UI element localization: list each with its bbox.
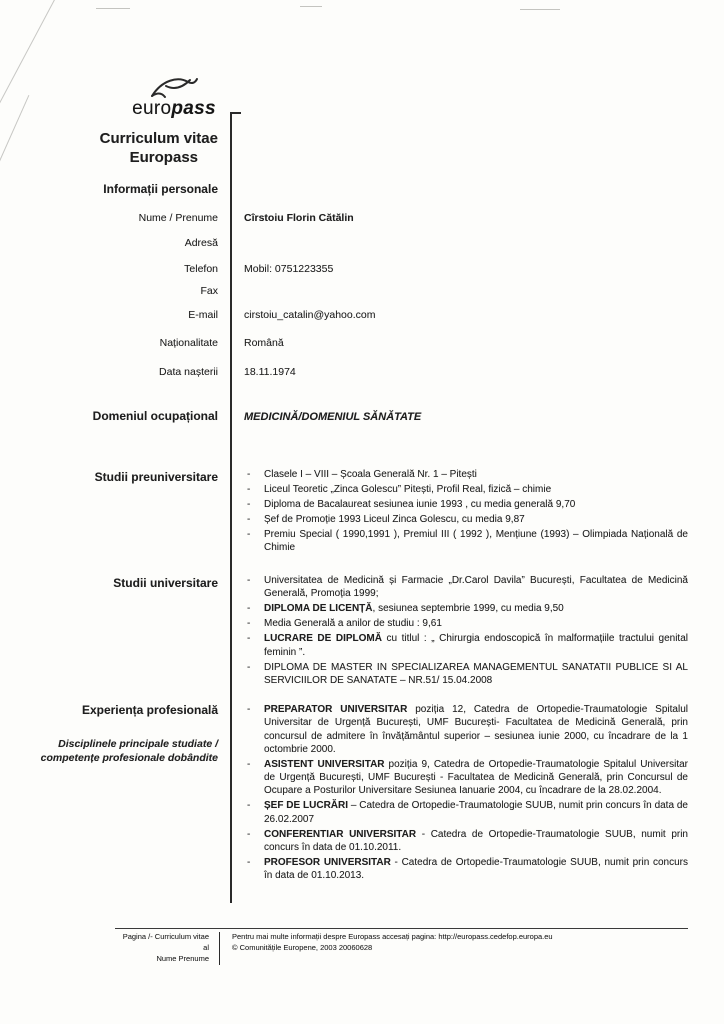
field-label: Telefon	[184, 262, 218, 275]
field-row-fax	[0, 281, 724, 299]
list-item-text: Media Generală a anilor de studiu : 9,61	[264, 618, 442, 630]
list-item	[244, 632, 688, 658]
list-item	[244, 758, 688, 798]
list-item	[244, 528, 688, 554]
occupational-value: MEDICINĂ/DOMENIUL SĂNĂTATE	[244, 410, 422, 423]
list-item	[244, 828, 688, 854]
title-row	[0, 130, 724, 168]
section-studii-preuniversitare	[0, 468, 724, 557]
field-value: 18.11.1974	[244, 365, 296, 378]
field-row-nume	[0, 208, 724, 226]
list-item-text: - Catedra de Ortopedie-Traumatologie SUUB, numit prin concurs în data de 01.10.2011.	[264, 828, 688, 853]
field-label: Nume / Prenume	[138, 211, 218, 224]
section-studii-universitare	[0, 574, 724, 690]
field-row-email	[0, 305, 724, 323]
personal-info-header-row	[0, 180, 724, 198]
list-item-text: Premiu Special ( 1990,1991 ), Premiul III ( 1992 ), Mențiune (1993) – Olimpiada Națională de Chimie	[264, 529, 688, 554]
section-experienta-profesionala	[0, 703, 724, 884]
field-label: Fax	[200, 284, 218, 297]
list-item-text: - Catedra de Ortopedie-Traumatologie SUUB, numit prin concurs în data de 01.10.2013.	[264, 857, 688, 882]
footer-info-line1: Pentru mai multe informații despre Europass accesați pagina: http://europass.cedefop.europa.eu	[232, 932, 553, 941]
list-item	[244, 602, 688, 615]
list-item	[244, 483, 688, 496]
occupational-row	[0, 407, 724, 425]
field-row-nationalitate	[0, 333, 724, 351]
experience-list	[244, 703, 688, 882]
field-value: Română	[244, 336, 284, 349]
footer-page-label-line1: Pagina /- Curriculum vitae al	[122, 932, 209, 952]
list-item	[244, 856, 688, 882]
field-label: Data nașterii	[159, 365, 218, 378]
page-title-line2: Europass	[129, 148, 198, 166]
list-item-text: , sesiunea septembrie 1999, cu media 9,50	[372, 603, 564, 614]
field-value-name: Cîrstoiu Florin Cătălin	[244, 211, 354, 224]
page-footer	[115, 928, 688, 965]
list-item	[244, 703, 688, 756]
list-item	[244, 498, 688, 511]
list-item-text: – Catedra de Ortopedie-Traumatologie SUUB, numit prin concurs în data de 26.02.2007	[264, 800, 688, 825]
field-row-adresa	[0, 233, 724, 251]
section-header-occupational: Domeniul ocupațional	[92, 408, 218, 423]
list-item	[244, 468, 688, 481]
university-list	[244, 574, 688, 688]
list-item-text: Universitatea de Medicină și Farmacie „Dr.Carol Davila” București, Facultatea de Medicină Generală, Promoția 1999;	[264, 574, 688, 599]
list-item-text: poziția 9, Catedra de Ortopedie-Traumatologie Spitalul Universitar de Urgență București, UMF București - Facultatea de Medicină Generală, prin Concursul de Ocupare a Posturilor Universitare Sesiunea Ianuarie 2004, cu încadrare de la 28.02.2004.	[264, 758, 688, 797]
list-item-text: Șef de Promoție 1993 Liceul Zinca Golescu, cu media 9,87	[264, 514, 525, 526]
list-item-text: Liceul Teoretic „Zinca Golescu” Pitești, Profil Real, fizică – chimie	[264, 483, 552, 495]
list-item-text: Clasele I – VIII – Școala Generală Nr. 1 – Pitești	[264, 468, 477, 480]
list-item	[244, 799, 688, 825]
list-item	[244, 574, 688, 600]
footer-info	[219, 932, 688, 965]
list-item-bold: PROFESOR UNIVERSITAR	[264, 857, 391, 869]
list-item-text: poziția 12, Catedra de Ortopedie-Traumatologie Spitalul Universitar de Urgență București, UMF București- Facultatea de Medicină Generală, prin concursul de admitere în învățământul superior – sesiunea iunie 2000, cu încadrare de la 1 octombrie 2000.	[264, 704, 688, 755]
footer-info-line2: © Comunitățile Europene, 2003 20060628	[232, 942, 373, 952]
experience-sublabel: Disciplinele principale studiate / competențe profesionale dobândite	[40, 738, 218, 765]
list-item-bold: ASISTENT UNIVERSITAR	[264, 758, 385, 770]
field-label: Adresă	[184, 236, 218, 249]
list-item-bold: PREPARATOR UNIVERSITAR	[264, 704, 408, 716]
section-header-personal-info: Informații personale	[103, 181, 218, 196]
list-item-bold: DIPLOMA DE LICENȚĂ	[264, 603, 373, 614]
list-item-text: cu titlul : „ Chirurgia endoscopică în malformațiile tractului genital feminin ”.	[264, 633, 688, 658]
logo-euro: euro	[132, 98, 172, 119]
list-item-bold: CONFERENTIAR UNIVERSITAR	[264, 828, 417, 840]
page-title-line1: Curriculum vitae	[99, 130, 218, 147]
logo-pass: pass	[171, 98, 216, 119]
field-value: cirstoiu_catalin@yahoo.com	[244, 308, 376, 321]
field-row-data-nasterii	[0, 362, 724, 380]
list-item	[244, 513, 688, 526]
field-label: E-mail	[188, 308, 218, 321]
list-item-bold: ȘEF DE LUCRĂRI	[264, 800, 349, 812]
list-item-bold: LUCRARE DE DIPLOMĂ	[264, 633, 382, 645]
list-item	[244, 617, 688, 630]
footer-page-label-line2: Nume Prenume	[156, 953, 209, 963]
section-header-experience: Experiența profesională	[81, 703, 218, 718]
section-header-preuniversity: Studii preuniversitare	[94, 469, 218, 484]
field-value: Mobil: 0751223355	[244, 262, 334, 275]
field-row-telefon	[0, 259, 724, 277]
field-label: Naționalitate	[159, 336, 218, 349]
footer-page-label	[115, 932, 219, 965]
section-header-university: Studii universitare	[113, 575, 218, 590]
preuniversity-list	[244, 468, 688, 555]
list-item-text: Diploma de Bacalaureat sesiunea iunie 1993 , cu media generală 9,70	[264, 498, 576, 510]
list-item	[244, 661, 688, 687]
list-item-text: DIPLOMA DE MASTER IN SPECIALIZAREA MANAGEMENTUL SANATATII PUBLICE SI AL SERVICIILOR DE SANATATE – NR.51/ 15.04.2008	[264, 661, 688, 686]
